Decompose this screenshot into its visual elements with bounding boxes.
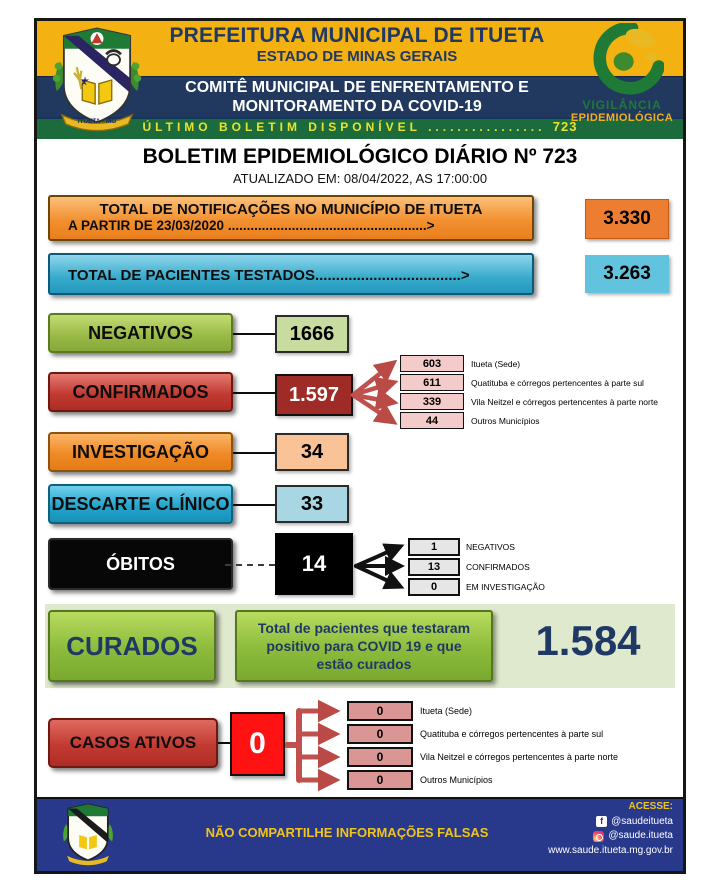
obitos-breakdown-value: 0 — [408, 578, 460, 596]
itueta-coat-of-arms-icon — [51, 24, 143, 136]
confirmados-breakdown-label: Outros Municípios — [471, 415, 540, 426]
confirmados-breakdown-value: 603 — [400, 355, 464, 372]
obitos-breakdown-label: CONFIRMADOS — [466, 562, 530, 572]
instagram-handle-text: @saude.itueta — [608, 830, 673, 841]
bulletin-updated-at: ATUALIZADO EM: 08/04/2022, AS 17:00:00 — [232, 171, 488, 186]
casos-ativos-breakdown-label: Quatituba e córregos pertencentes à parte sul — [420, 729, 604, 739]
logo-title: VIGILÂNCIA — [582, 98, 662, 112]
curados-value: 1.584 — [535, 617, 641, 664]
facebook-handle-text: @saudeitueta — [611, 815, 673, 827]
casos-ativos-breakdown-label: Vila Neitzel e córregos pertencentes à parte norte — [420, 752, 618, 762]
prefeitura-title: PREFEITURA MUNICIPAL DE ITUETA — [169, 24, 545, 47]
footer-warning: NÃO COMPARTILHE INFORMAÇÕES FALSAS — [205, 825, 489, 840]
descarte-value: 33 — [275, 485, 349, 523]
bulletin-page — [34, 18, 686, 874]
last-bulletin-label: ÚLTIMO BOLETIM DISPONÍVEL ................ — [142, 120, 546, 134]
descarte-connector-line — [233, 504, 275, 506]
obitos-value: 14 — [275, 533, 353, 595]
casos-ativos-value: 0 — [230, 712, 285, 776]
footer-links — [503, 800, 673, 858]
vigilancia-epidemiologica-logo — [565, 23, 679, 137]
casos-ativos-breakdown-label: Outros Municípios — [420, 775, 493, 785]
curados-button: CURADOS — [48, 610, 216, 682]
investigacao-connector-line — [233, 452, 275, 454]
confirmados-breakdown-value: 44 — [400, 412, 464, 429]
descarte-clinico-button: DESCARTE CLÍNICO — [48, 484, 233, 524]
obitos-button: ÓBITOS — [48, 538, 233, 590]
tested-label: TOTAL DE PACIENTES TESTADOS...................................> — [68, 266, 470, 284]
website-link[interactable]: www.saude.itueta.mg.gov.br — [548, 844, 673, 856]
facebook-handle[interactable] — [503, 815, 673, 830]
casos-ativos-breakdown-value: 0 — [347, 770, 413, 790]
confirmados-breakdown-value: 611 — [400, 374, 464, 391]
estado-subtitle: ESTADO DE MINAS GERAIS — [256, 48, 458, 65]
committee-line1: COMITÊ MUNICIPAL DE ENFRENTAMENTO E — [185, 79, 529, 96]
obitos-fan-arrows-icon — [353, 535, 408, 597]
casos-ativos-connector-line — [218, 742, 230, 744]
header-text-block — [145, 24, 569, 65]
footer-coat-of-arms-icon — [57, 802, 119, 868]
notifications-total-value: 3.330 — [585, 199, 669, 239]
tested-total-bar — [48, 253, 534, 295]
casos-ativos-breakdown-label: Itueta (Sede) — [420, 706, 473, 716]
negativos-connector-line — [233, 333, 275, 335]
negativos-button: NEGATIVOS — [48, 313, 233, 353]
negativos-value: 1666 — [275, 315, 349, 353]
bulletin-title: BOLETIM EPIDEMIOLÓGICO DIÁRIO Nº 723 — [142, 145, 578, 168]
confirmados-breakdown-value: 339 — [400, 393, 464, 410]
obitos-dashed-connector — [225, 564, 275, 566]
confirmados-button: CONFIRMADOS — [48, 372, 233, 412]
crest-motto: ITUETA - MG — [77, 118, 117, 126]
investigacao-value: 34 — [275, 433, 349, 471]
casos-ativos-button: CASOS ATIVOS — [48, 718, 218, 768]
committee-line2: MONITORAMENTO DA COVID-19 — [232, 98, 482, 115]
confirmados-connector-line — [233, 392, 275, 394]
notifications-total-bar — [48, 195, 534, 241]
confirmados-breakdown-label: Itueta (Sede) — [471, 358, 521, 369]
logo-subtitle: EPIDEMIOLÓGICA — [570, 112, 674, 124]
facebook-icon: f — [596, 816, 607, 827]
obitos-breakdown-label: NEGATIVOS — [466, 542, 515, 552]
instagram-handle[interactable] — [503, 829, 673, 844]
obitos-breakdown-value: 1 — [408, 538, 460, 556]
casos-ativos-breakdown-value: 0 — [347, 747, 413, 767]
notifications-label-line2: A PARTIR DE 23/03/2020 .....................................................> — [68, 218, 435, 233]
footer-access-label: ACESSE: — [628, 801, 673, 812]
investigacao-button: INVESTIGAÇÃO — [48, 432, 233, 472]
casos-ativos-breakdown-value: 0 — [347, 724, 413, 744]
notifications-label-line1: TOTAL DE NOTIFICAÇÕES NO MUNICÍPIO DE ITUETA — [99, 201, 483, 218]
committee-title — [145, 78, 569, 116]
obitos-breakdown-value: 13 — [408, 558, 460, 576]
confirmados-breakdown-label: Vila Neitzel e córregos pertencentes à parte norte — [471, 396, 658, 407]
last-bulletin-number: 723 — [552, 119, 578, 134]
casos-ativos-branch-arrows-icon — [285, 700, 347, 792]
obitos-breakdown-label: EM INVESTIGAÇÃO — [466, 582, 545, 592]
confirmados-breakdown-label: Quatituba e córregos pertencentes à parte sul — [471, 377, 644, 388]
curados-description: Total de pacientes que testaram positivo para COVID 19 e que estão curados — [235, 610, 493, 682]
instagram-icon — [593, 831, 604, 842]
vigilancia-swoosh-icon — [580, 23, 664, 95]
confirmados-fan-arrows-icon — [350, 351, 402, 433]
casos-ativos-breakdown-value: 0 — [347, 701, 413, 721]
confirmados-value: 1.597 — [275, 374, 353, 416]
tested-total-value: 3.263 — [585, 255, 669, 293]
